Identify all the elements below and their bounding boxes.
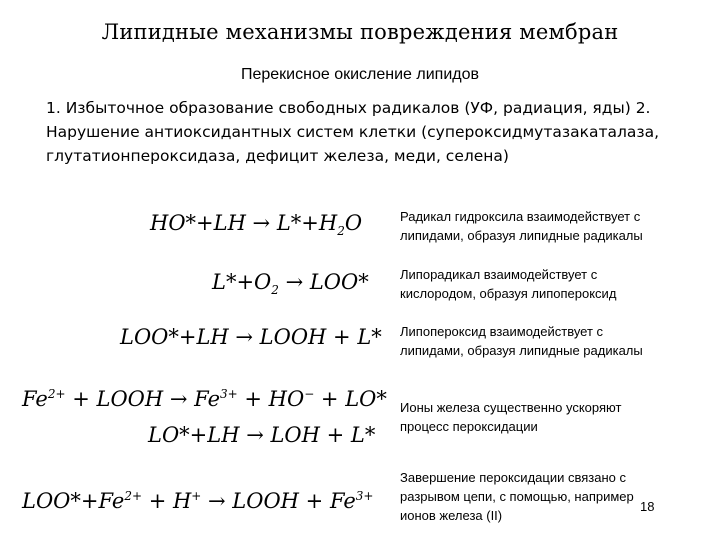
- note-line: Липопероксид взаимодействует с: [400, 324, 604, 339]
- note-line: Завершение пероксидации связано с: [400, 470, 626, 485]
- note-termination: [400, 468, 700, 525]
- equation-hydroxyl-lipid: $HO*+LH \to L*+H_2O$: [150, 211, 363, 239]
- note-lipid-peroxide: [400, 322, 700, 360]
- intro-line: 1. Избыточное образование свободных радикалов (УФ, радиация, яды) 2.: [46, 99, 651, 117]
- intro-line: глутатионпероксидаза, дефицит железа, меди, селена): [46, 147, 509, 165]
- slide-title: Липидные механизмы повреждения мембран: [101, 20, 619, 44]
- note-line: Ионы железа существенно ускоряют: [400, 400, 622, 415]
- note-iron-ions: [400, 398, 700, 436]
- equation-lipid-oxygen: $L*+O_2 \to LOO*$: [212, 270, 369, 298]
- intro-line: Нарушение антиоксидантных систем клетки (супероксидмутазакаталаза,: [46, 123, 660, 141]
- intro-text: [46, 96, 696, 168]
- equation-iron-hydroperoxide: $Fe^{2+}$ + LOOH → $Fe^{3+} + HO^- + LO*$: [22, 387, 387, 411]
- note-line: липидами, образуя липидные радикалы: [400, 228, 643, 243]
- note-line: липидами, образуя липидные радикалы: [400, 343, 643, 358]
- note-line: разрывом цепи, с помощью, например: [400, 489, 634, 504]
- note-line: Липорадикал взаимодействует с: [400, 267, 598, 282]
- note-line: процесс пероксидации: [400, 419, 538, 434]
- note-lipid-radical: [400, 265, 700, 303]
- equation-chain-termination: $LOO*+Fe^{2+} + H^+$ → LOOH + $Fe^{3+}$: [22, 489, 374, 513]
- note-line: кислородом, образуя липопероксид: [400, 286, 617, 301]
- note-hydroxyl-radical: [400, 207, 700, 245]
- page-number: 18: [640, 499, 655, 514]
- note-line: Радикал гидроксила взаимодействует с: [400, 209, 641, 224]
- note-line: ионов железа (II): [400, 508, 503, 523]
- equation-peroxyl-lipid: LOO*+LH → LOOH + L*: [120, 325, 382, 349]
- equation-alkoxyl-lipid: LO*+LH → LOH + L*: [148, 423, 376, 447]
- slide-subtitle: Перекисное окисление липидов: [240, 66, 479, 83]
